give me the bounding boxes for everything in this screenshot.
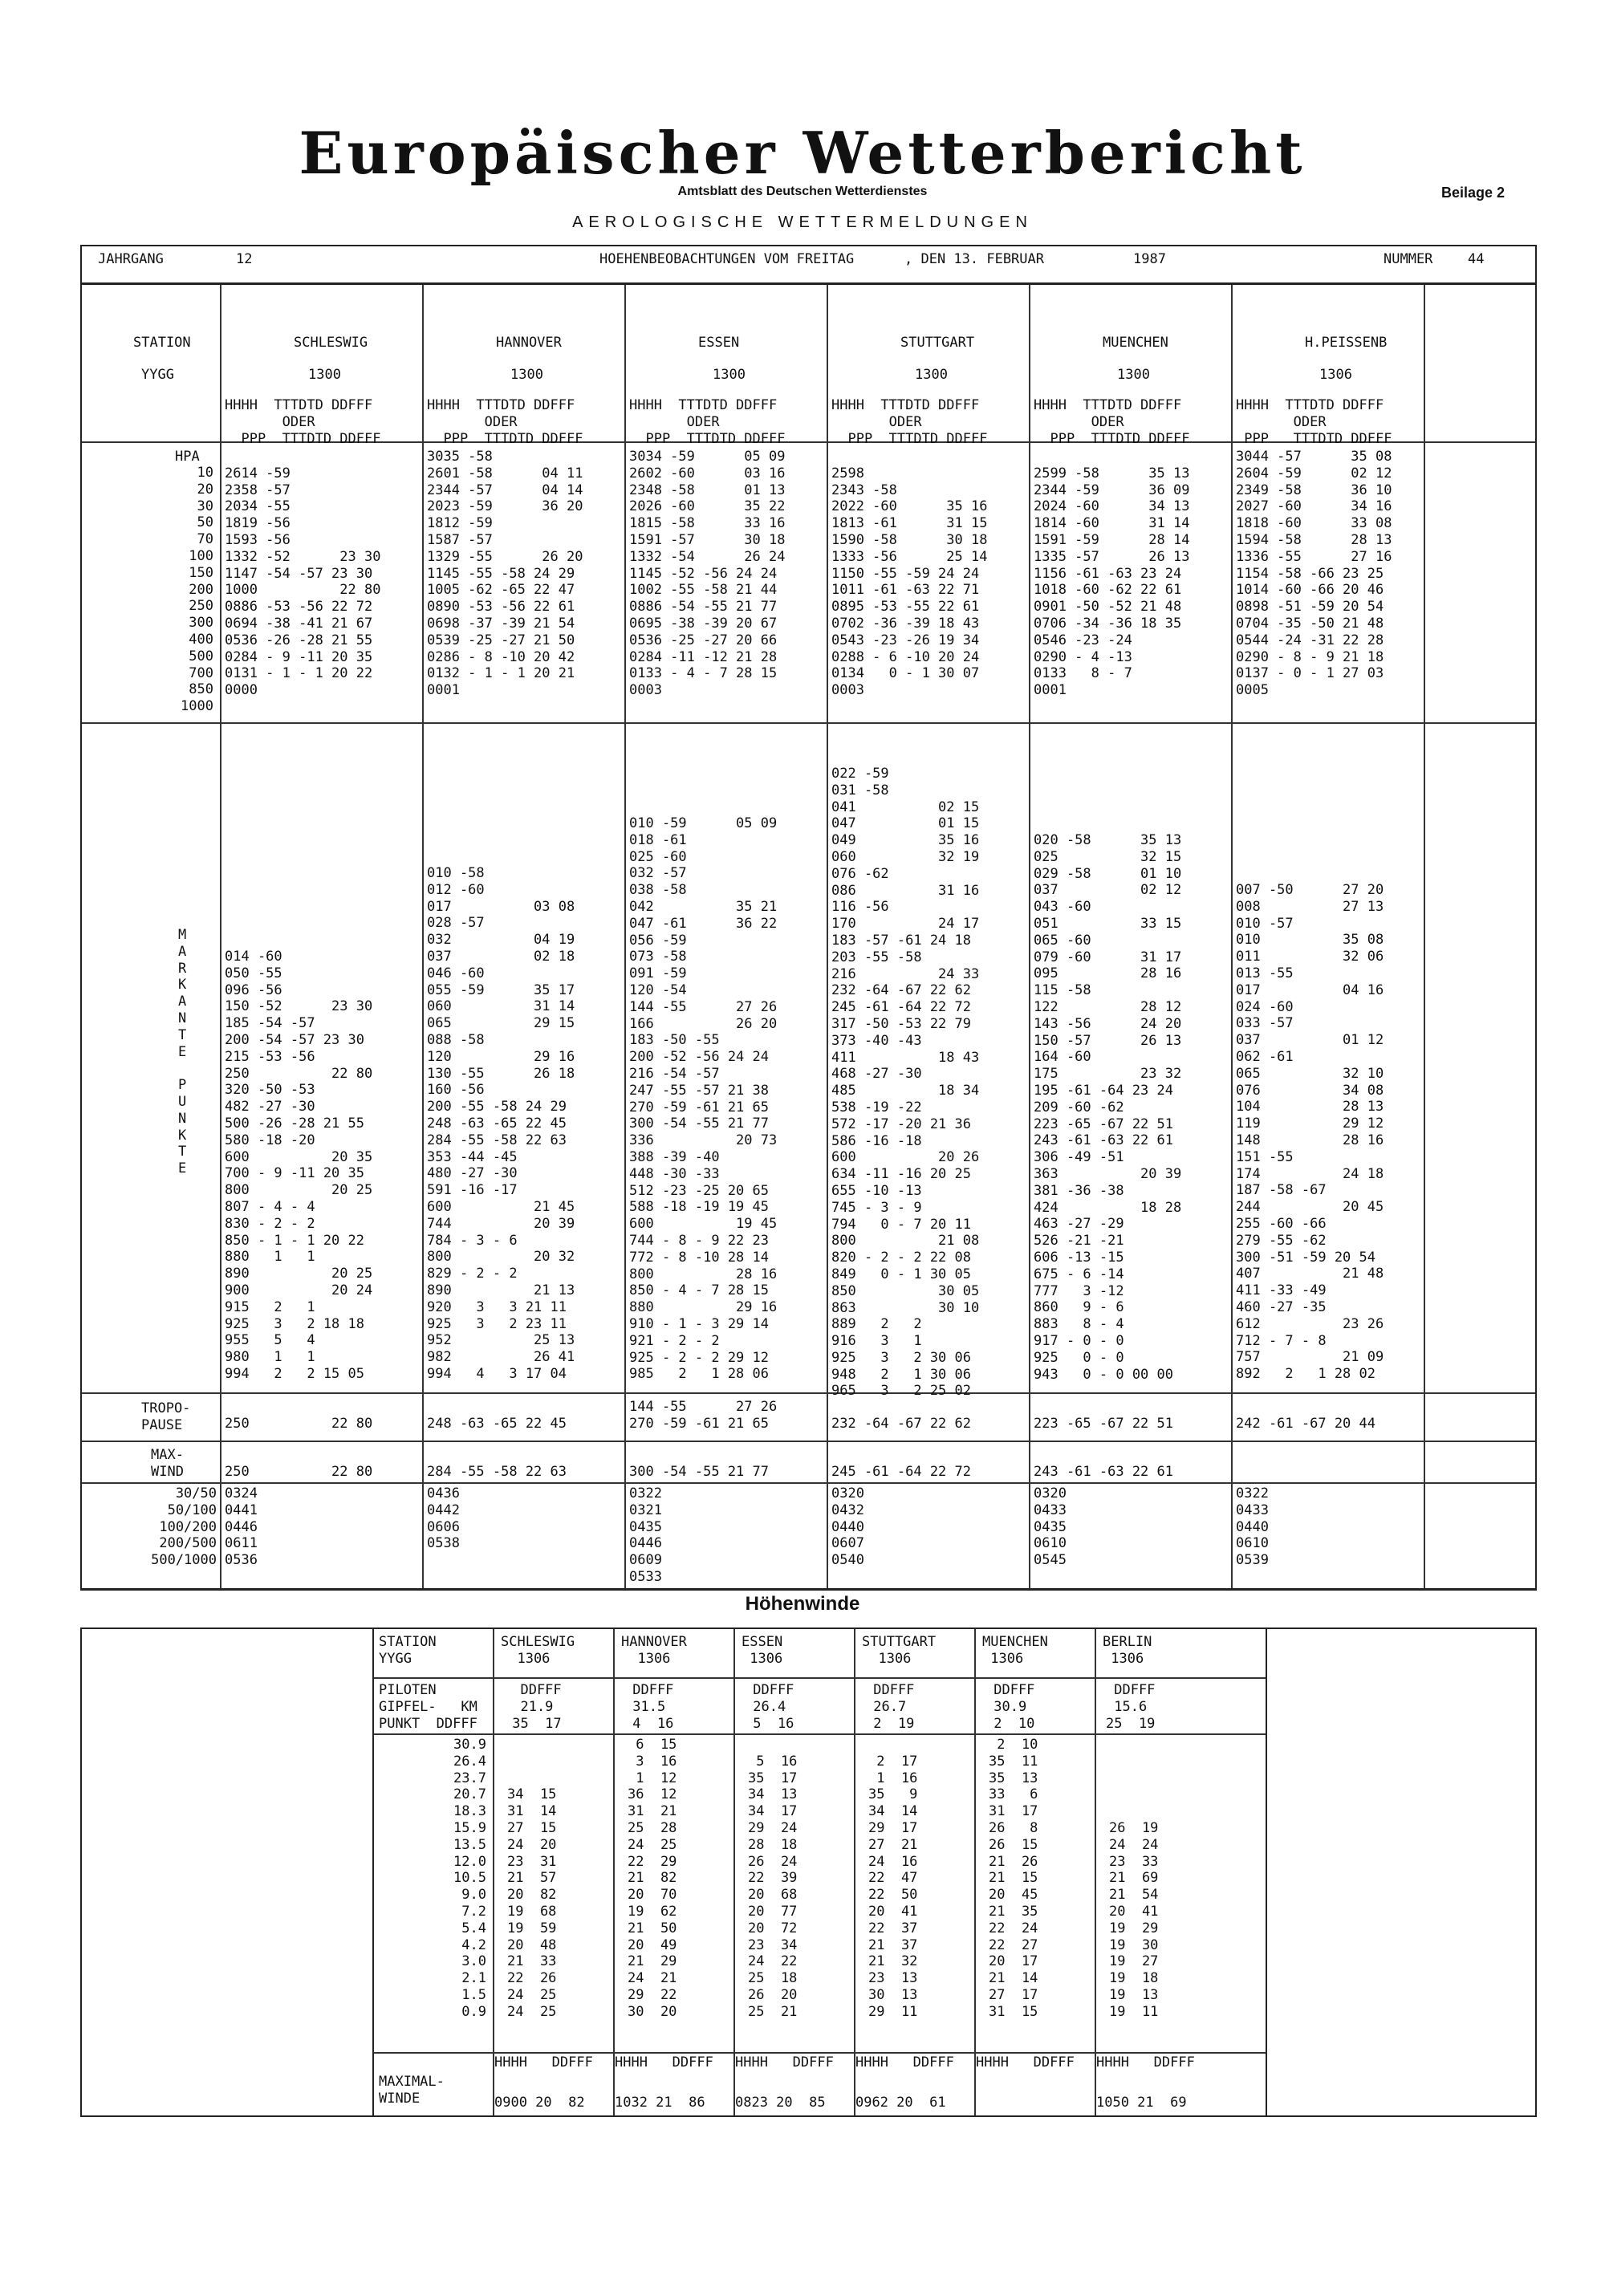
date-label: , DEN 13. FEBRUAR [904,251,1044,267]
station-yygg: 1300 [308,367,341,383]
hw-max-header: HHHH DDFFF [855,2054,954,2070]
column-header: HHHH TTTDTD DDFFF ODER PPP TTTDTD DDFFF [427,397,583,447]
supplement-label: Beilage 2 [1441,185,1505,201]
observation-label: HOEHENBEOBACHTUNGEN VOM FREITAG [599,251,855,267]
shear-values: 0320 0433 0435 0610 0545 [1034,1485,1067,1569]
column-header: HHHH TTTDTD DDFFF ODER PPP TTTDTD DDFFF [831,397,988,447]
hw-max-values: 1050 21 69 [1096,2095,1187,2111]
hpa-label: HPA [175,449,200,465]
jahrgang-label: JAHRGANG [98,251,164,267]
significant-levels: 022 -59 031 -58 041 02 15 047 01 15 049 35 16 060 32 19 076 -62 086 31 16 116 -56 170 24 17 183 -57 -61 24 18 203 -55 -58 216 24 33 232 -64 -67 22 62 245 -61 -64 22 72 317 -50 -53 22 79 373 -40 -43 411 18 43 468 -27 -30 485 18 34 538 -19 -22 572 -17 -20 21 36 586 -16 -18 600 20 26 634 -11 -16 20 25 655 -10 -13 745 - 3 - 9 794 0 - 7 20 11 800 21 08 820 - 2 - 2 22 08 849 0 - 1 30 05 850 30 05 863 30 10 889 2 2 916 3 1 925 3 2 30 06 948 2 1 30 06 965 3 2 25 02 [831,766,980,1400]
standard-levels: 3035 -58 2601 -58 04 11 2344 -57 04 14 2023 -59 36 20 1812 -59 1587 -57 1329 -55 26 20 1145 -55 -58 24 29 1005 -62 -65 22 47 0890 -53 -56 22 61 0698 -37 -39 21 54 0539 -25 -27 21 50 0286 - 8 -10 20 42 0132 - 1 - 1 20 21 0001 [427,449,583,699]
hw-max-values: 0962 20 61 [855,2095,946,2111]
maxwind-values: 250 22 80 [225,1463,373,1480]
station-yygg: 1300 [510,367,543,383]
maxwind-values: 284 -55 -58 22 63 [427,1463,567,1480]
standard-levels: 2599 -58 35 13 2344 -59 36 09 2024 -60 34 13 1814 -60 31 14 1591 -59 28 14 1335 -57 26 13 1156 -61 -63 23 24 1018 -60 -62 22 61 0901 -50 -52 21 48 0706 -34 -36 18 35 0546 -23 -24 0290 - 4 -13 0133 8 - 7 0001 [1034,465,1190,699]
shear-layer-labels: 30/50 50/100 100/200 200/500 500/1000 [151,1485,217,1569]
maxwind-values: 300 -54 -55 21 77 [629,1463,769,1480]
station-name: SCHLESWIG [294,335,368,351]
shear-values: 0322 0321 0435 0446 0609 0533 [629,1485,662,1585]
shear-values: 0324 0441 0446 0611 0536 [225,1485,258,1569]
number-label: NUMMER [1384,251,1433,267]
hw-max-values: 0900 20 82 [494,2095,585,2111]
hw-max-header: HHHH DDFFF [615,2054,713,2070]
standard-levels: 3034 -59 05 09 2602 -60 03 16 2348 -58 01 13 2026 -60 35 22 1815 -58 33 16 1591 -57 30 18 1332 -54 26 24 1145 -52 -56 24 24 1002 -55 -58 21 44 0886 -54 -55 21 77 0695 -38 -39 20 67 0536 -25 -27 20 66 0284 -11 -12 21 28 0133 - 4 - 7 28 15 0003 [629,449,786,699]
hw-station-name: BERLIN 1306 [1103,1634,1152,1667]
section-title: AEROLOGISCHE WETTERMELDUNGEN [572,213,1033,231]
tropopause-values: 248 -63 -65 22 45 [427,1415,567,1432]
station-yygg: 1306 [1319,367,1352,383]
column-divider [493,1629,494,2115]
hw-wind-values: 2 17 1 16 35 9 34 14 29 17 27 21 24 16 22 47 22 50 20 41 22 37 21 37 21 32 23 13 30 13 29 11 [868,1753,918,2020]
column-divider [613,1629,615,2115]
hw-max-values: 1032 21 86 [615,2095,705,2111]
hw-station-name: ESSEN 1306 [742,1634,783,1667]
hoehenwinde-title: Höhenwinde [745,1593,860,1615]
hw-height-levels: 30.9 26.4 23.7 20.7 18.3 15.9 13.5 12.0 10.5 9.0 7.2 5.4 4.2 3.0 2.1 1.5 0.9 [453,1737,486,2020]
row-divider [82,1482,1535,1484]
hw-gipfel: DDFFF 30.9 2 10 [993,1682,1035,1732]
standard-levels: 3044 -57 35 08 2604 -59 02 12 2349 -58 36 10 2027 -60 34 16 1818 -60 33 08 1594 -58 28 13 1336 -55 27 16 1154 -58 -66 23 25 1014 -60 -66 20 46 0898 -51 -59 20 54 0704 -35 -50 21 48 0544 -24 -31 22 28 0290 - 8 - 9 21 18 0137 - 0 - 1 27 03 0005 [1236,449,1392,699]
shear-values: 0322 0433 0440 0610 0539 [1236,1485,1269,1569]
row-divider [374,2052,1266,2054]
column-header: HHHH TTTDTD DDFFF ODER PPP TTTDTD DDFFF [1236,397,1392,447]
hw-station-name: SCHLESWIG 1306 [501,1634,575,1667]
significant-levels: 014 -60 050 -55 096 -56 150 -52 23 30 185 -54 -57 200 -54 -57 23 30 215 -53 -56 250 22 80 320 -50 -53 482 -27 -30 500 -26 -28 21 55 580 -18 -20 600 20 35 700 - 9 -11 20 35 800 20 25 807 - 4 - 4 830 - 2 - 2 850 - 1 - 1 20 22 880 1 1 890 20 25 900 20 24 915 2 1 925 3 2 18 18 955 5 4 980 1 1 994 2 2 15 05 [225,949,373,1382]
issue-header [80,245,1537,285]
hw-max-header: HHHH DDFFF [494,2054,593,2070]
hw-wind-values: 2 10 35 11 35 13 33 6 31 17 26 8 26 15 21 26 21 15 20 45 21 35 22 24 22 27 20 17 21 14 27 17 31 15 [989,1737,1038,2020]
column-divider [733,1629,735,2115]
page-title: Europäischer Wetterbericht [299,119,1306,187]
tropopause-values: 232 -64 -67 22 62 [831,1415,971,1432]
significant-levels: 007 -50 27 20 008 27 13 010 -57 010 35 08 011 32 06 013 -55 017 04 16 024 -60 033 -57 037 01 12 062 -61 065 32 10 076 34 08 104 28 13 119 29 12 148 28 16 151 -55 174 24 18 187 -58 -67 244 20 45 255 -60 -66 279 -55 -62 300 -51 -59 20 54 407 21 48 411 -33 -49 460 -27 -35 612 23 26 712 - 7 - 8 757 21 09 892 2 1 28 02 [1236,882,1384,1383]
column-divider [974,1629,976,2115]
station-name: ESSEN [698,335,740,351]
aerology-table [80,285,1537,1591]
station-label: STATION [133,335,191,351]
row-divider [374,1677,1266,1679]
hw-wind-values: 6 15 3 16 1 12 36 12 31 21 25 28 24 25 22 29 21 82 20 70 19 62 21 50 20 49 21 29 24 21 29 22 30 20 [628,1737,677,2020]
yygg-label: YYGG [141,367,174,383]
standard-levels: 2614 -59 2358 -57 2034 -55 1819 -56 1593 -56 1332 -52 23 30 1147 -54 -57 23 30 1000 22 80 0886 -53 -56 22 72 0694 -38 -41 21 67 0536 -26 -28 21 55 0284 - 9 -11 20 35 0131 - 1 - 1 20 22 0000 [225,465,381,699]
tropopause-values: 242 -61 -67 20 44 [1236,1415,1375,1432]
row-divider [82,722,1535,724]
tropopause-values: 144 -55 27 26 270 -59 -61 21 65 [629,1399,778,1432]
tropopause-values: 250 22 80 [225,1415,373,1432]
maxwind-label: MAX- WIND [151,1447,184,1480]
significant-levels: 020 -58 35 13 025 32 15 029 -58 01 10 037 02 12 043 -60 051 33 15 065 -60 079 -60 31 17 095 28 16 115 -58 122 28 12 143 -56 24 20 150 -57 26 13 164 -60 175 23 32 195 -61 -64 23 24 209 -60 -62 223 -65 -67 22 51 243 -61 -63 22 61 306 -49 -51 363 20 39 381 -36 -38 424 18 28 463 -27 -29 526 -21 -21 606 -13 -15 675 - 6 -14 777 3 -12 860 9 - 6 883 8 - 4 917 - 0 - 0 925 0 - 0 943 0 - 0 00 00 [1034,832,1182,1383]
hw-gipfel: DDFFF 31.5 4 16 [632,1682,674,1732]
standard-levels: 2598 2343 -58 2022 -60 35 16 1813 -61 31 15 1590 -58 30 18 1333 -56 25 14 1150 -55 -59 24 24 1011 -61 -63 22 71 0895 -53 -55 22 61 0702 -36 -39 18 43 0543 -23 -26 19 34 0288 - 6 -10 20 24 0134 0 - 1 30 07 0003 [831,465,988,699]
station-name: STUTTGART [900,335,975,351]
subtitle: Amtsblatt des Deutschen Wetterdienstes [677,185,928,198]
hw-station-name: STUTTGART 1306 [862,1634,937,1667]
jahrgang-value: 12 [236,251,253,267]
hoehenwinde-grid [372,1629,1267,2115]
hw-station-name: HANNOVER 1306 [621,1634,687,1667]
significant-levels: 010 -59 05 09 018 -61 025 -60 032 -57 038 -58 042 35 21 047 -61 36 22 056 -59 073 -58 091 -59 120 -54 144 -55 27 26 166 26 20 183 -50 -55 200 -52 -56 24 24 216 -54 -57 247 -55 -57 21 38 270 -59 -61 21 65 300 -54 -55 21 77 336 20 73 388 -39 -40 448 -30 -33 512 -23 -25 20 65 588 -18 -19 19 45 600 19 45 744 - 8 - 9 22 23 772 - 8 -10 28 14 800 28 16 850 - 4 - 7 28 15 880 29 16 910 - 1 - 3 29 14 921 - 2 - 2 925 - 2 - 2 29 12 985 2 1 28 06 [629,815,778,1383]
hoehenwinde-table [80,1628,1537,2117]
hw-station-label: STATION YYGG [379,1634,437,1667]
hw-gipfel: DDFFF 26.7 2 19 [873,1682,915,1732]
column-header: HHHH TTTDTD DDFFF ODER PPP TTTDTD DDFFF [629,397,786,447]
hw-max-header: HHHH DDFFF [1096,2054,1195,2070]
row-divider [82,1441,1535,1442]
station-yygg: 1300 [915,367,948,383]
station-name: HANNOVER [496,335,562,351]
maxwind-values: 245 -61 -64 22 72 [831,1463,971,1480]
hw-gipfel: DDFFF 21.9 35 17 [512,1682,562,1732]
maxwind-values: 243 -61 -63 22 61 [1034,1463,1173,1480]
hw-gipfel: DDFFF 15.6 25 19 [1106,1682,1156,1732]
hw-piloten-label: PILOTEN GIPFEL- KM PUNKT DDFFF [379,1682,477,1732]
significant-levels: 010 -58 012 -60 017 03 08 028 -57 032 04 19 037 02 18 046 -60 055 -59 35 17 060 31 14 065 29 15 088 -58 120 29 16 130 -55 26 18 160 -56 200 -55 -58 24 29 248 -63 -65 22 45 284 -55 -58 22 63 353 -44 -45 480 -27 -30 591 -16 -17 600 21 45 744 20 39 784 - 3 - 6 800 20 32 829 - 2 - 2 890 21 13 920 3 3 21 11 925 3 2 23 11 952 25 13 982 26 41 994 4 3 17 04 [427,865,575,1382]
hw-max-values: 0823 20 85 [735,2095,826,2111]
column-header: HHHH TTTDTD DDFFF ODER PPP TTTDTD DDFFF [1034,397,1190,447]
hw-wind-values: 5 16 35 17 34 13 34 17 29 24 28 18 26 24 22 39 20 68 20 77 20 72 23 34 24 22 25 18 26 20 25 21 [748,1753,798,2020]
hw-station-name: MUENCHEN 1306 [982,1634,1048,1667]
column-divider [1095,1629,1096,2115]
tropopause-label: TROPO- PAUSE [141,1400,191,1433]
station-yygg: 1300 [713,367,746,383]
station-yygg: 1300 [1117,367,1150,383]
column-header: HHHH TTTDTD DDFFF ODER PPP TTTDTD DDFFF [225,397,381,447]
hw-max-header: HHHH DDFFF [735,2054,834,2070]
hw-maximal-label: MAXIMAL- WINDE [379,2074,445,2107]
station-name: MUENCHEN [1103,335,1168,351]
station-name: H.PEISSENB [1305,335,1388,351]
tropopause-values: 223 -65 -67 22 51 [1034,1415,1173,1432]
column-divider [854,1629,855,2115]
row-divider [82,1392,1535,1394]
shear-values: 0320 0432 0440 0607 0540 [831,1485,864,1569]
row-divider [374,1733,1266,1735]
year-value: 1987 [1133,251,1166,267]
number-value: 44 [1468,251,1485,267]
markante-punkte-label: M A R K A N T E P U N K T E [178,927,187,1177]
hw-wind-values: 34 15 31 14 27 15 24 20 23 31 21 57 20 82 19 68 19 59 20 48 21 33 22 26 24 25 24 25 [507,1786,557,2020]
hw-wind-values: 26 19 24 24 23 33 21 69 21 54 20 41 19 29 19 30 19 27 19 18 19 13 19 11 [1109,1819,1159,2020]
shear-values: 0436 0442 0606 0538 [427,1485,460,1552]
pressure-levels: 10 20 30 50 70 100 150 200 250 300 400 500 700 850 1000 [181,465,213,715]
hw-max-header: HHHH DDFFF [976,2054,1075,2070]
hw-gipfel: DDFFF 26.4 5 16 [753,1682,794,1732]
